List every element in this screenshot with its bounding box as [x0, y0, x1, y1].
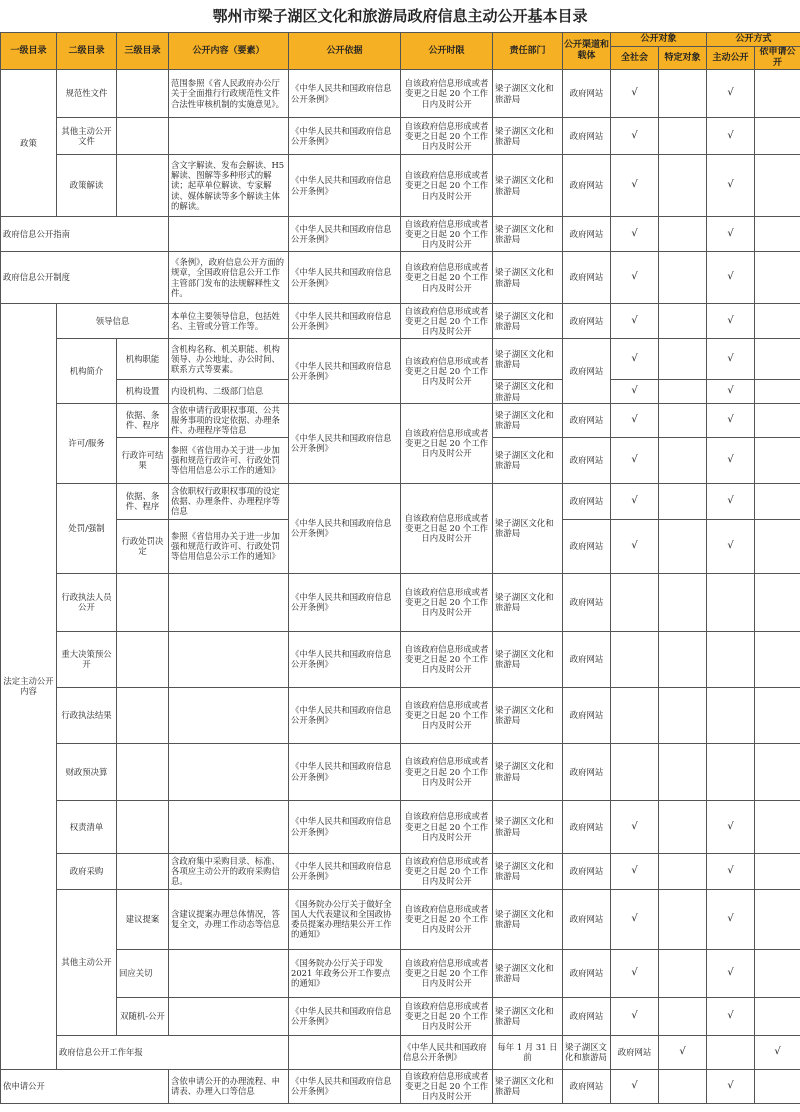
check-mark: √	[707, 1069, 755, 1103]
basis-cell: 《中华人民共和国政府信息公开条例》	[289, 304, 401, 339]
empty-cell	[755, 853, 800, 889]
l3-cell: 机构设置	[117, 380, 169, 404]
check-mark: √	[611, 155, 659, 217]
empty-cell	[659, 853, 707, 889]
channel-cell: 政府网站	[563, 70, 611, 118]
time-cell: 自该政府信息形成或者变更之日起 20 个工作日内及时公开	[401, 687, 493, 743]
table-row	[1, 800, 800, 853]
empty-cell	[755, 519, 800, 573]
dept-cell: 梁子湖区文化和旅游局	[493, 252, 563, 304]
l2-cell: 政策解读	[57, 155, 117, 217]
table-row	[1, 217, 800, 252]
table-row	[1, 889, 800, 949]
content-cell: 含依职权行政职权事项的设定依据、办理条件、办理程序等信息	[169, 483, 289, 519]
check-mark: √	[707, 404, 755, 438]
basis-cell: 《中华人民共和国政府信息公开条例》	[289, 404, 401, 484]
check-mark: √	[611, 380, 659, 404]
header-all: 全社会	[611, 47, 659, 70]
header-l3: 三级目录	[117, 33, 169, 70]
basis-cell: 《中华人民共和国政府信息公开条例》	[289, 853, 401, 889]
time-cell: 自该政府信息形成或者变更之日起 20 个工作日内及时公开	[401, 949, 493, 997]
time-cell: 自该政府信息形成或者变更之日起 20 个工作日内及时公开	[401, 573, 493, 631]
l3-cell	[117, 631, 169, 687]
check-mark: √	[611, 252, 659, 304]
l3-cell: 双随机-公开	[117, 997, 169, 1035]
table-row	[1, 1035, 800, 1069]
empty-cell	[707, 631, 755, 687]
check-mark: √	[707, 252, 755, 304]
empty-cell	[659, 519, 707, 573]
l2-cell: 行政执法结果	[57, 687, 117, 743]
l2-cell: 权责清单	[57, 800, 117, 853]
dept-cell: 梁子湖区文化和旅游局	[493, 437, 563, 483]
check-mark: √	[707, 155, 755, 217]
content-cell: 范围参照《省人民政府办公厅关于全面推行行政规范性文件合法性审核机制的实施意见》。	[169, 70, 289, 118]
table-row	[1, 155, 800, 217]
channel-cell: 政府网站	[563, 404, 611, 438]
content-cell: 《条例》，政府信息公开方面的规章，全国政府信息公开工作主管部门发布的法规解释性文件。	[169, 252, 289, 304]
content-cell: 本单位主要领导信息，包括姓名、主管或分管工作等。	[169, 304, 289, 339]
empty-cell	[659, 687, 707, 743]
empty-cell	[755, 304, 800, 339]
basis-cell: 《国务院办公厅关于印发 2021 年政务公开工作要点的通知》	[289, 949, 401, 997]
check-mark: √	[707, 70, 755, 118]
channel-cell: 政府网站	[563, 949, 611, 997]
empty-cell	[659, 800, 707, 853]
l3-cell: 依据、条件、程序	[117, 483, 169, 519]
check-mark: √	[707, 217, 755, 252]
l3-cell	[117, 118, 169, 155]
empty-cell	[659, 949, 707, 997]
basis-cell: 《中华人民共和国政府信息公开条例》	[289, 252, 401, 304]
empty-cell	[611, 687, 659, 743]
empty-cell	[755, 889, 800, 949]
basis-cell: 《中华人民共和国政府信息公开条例》	[289, 687, 401, 743]
empty-cell	[755, 404, 800, 438]
l3-cell	[117, 155, 169, 217]
check-mark: √	[611, 437, 659, 483]
l3-cell	[117, 573, 169, 631]
header-basis: 公开依据	[289, 33, 401, 70]
dept-cell: 梁子湖区文化和旅游局	[493, 217, 563, 252]
check-mark: √	[707, 800, 755, 853]
table-row	[1, 573, 800, 631]
channel-cell: 政府网站	[563, 339, 611, 404]
table-row	[1, 853, 800, 889]
catalog-table	[0, 32, 800, 1104]
content-cell	[169, 743, 289, 800]
empty-cell	[611, 631, 659, 687]
check-mark: √	[707, 304, 755, 339]
basis-cell: 《中华人民共和国政府信息公开条例》	[289, 800, 401, 853]
empty-cell	[659, 437, 707, 483]
empty-cell	[659, 889, 707, 949]
empty-cell	[755, 949, 800, 997]
empty-cell	[707, 743, 755, 800]
table-row	[1, 949, 800, 997]
content-cell: 含依申请行政职权事项、公共服务事项的设定依据、办理条件、办理程序等信息	[169, 404, 289, 438]
channel-cell: 政府网站	[611, 1035, 659, 1069]
channel-cell: 政府网站	[563, 304, 611, 339]
l3-cell: 建议提案	[117, 889, 169, 949]
content-cell	[169, 573, 289, 631]
l2-cell: 政府采购	[57, 853, 117, 889]
empty-cell	[755, 573, 800, 631]
check-mark: √	[611, 483, 659, 519]
content-cell	[169, 118, 289, 155]
table-row	[1, 118, 800, 155]
header-channel: 公开渠道和载体	[563, 33, 611, 70]
dept-cell: 梁子湖区文化和旅游局	[493, 155, 563, 217]
empty-cell	[755, 252, 800, 304]
empty-cell	[707, 573, 755, 631]
check-mark: √	[755, 1035, 800, 1069]
l3-cell: 机构职能	[117, 339, 169, 380]
l1-cell: 依申请公开	[1, 1069, 169, 1103]
basis-cell: 《中华人民共和国政府信息公开条例》	[289, 743, 401, 800]
check-mark: √	[707, 889, 755, 949]
dept-cell: 梁子湖区文化和旅游局	[493, 573, 563, 631]
check-mark: √	[707, 380, 755, 404]
table-row	[1, 70, 800, 118]
basis-cell: 《中华人民共和国政府信息公开条例》	[289, 1069, 401, 1103]
time-cell: 自该政府信息形成或者变更之日起 20 个工作日内及时公开	[401, 631, 493, 687]
time-cell: 自该政府信息形成或者变更之日起 20 个工作日内及时公开	[401, 118, 493, 155]
l2-cell: 许可/服务	[57, 404, 117, 484]
l3-cell: 依据、条件、程序	[117, 404, 169, 438]
table-row	[1, 631, 800, 687]
dept-cell: 梁子湖区文化和旅游局	[493, 687, 563, 743]
basis-cell: 《中华人民共和国政府信息公开条例》	[289, 118, 401, 155]
table-row	[1, 1069, 800, 1103]
time-cell: 自该政府信息形成或者变更之日起 20 个工作日内及时公开	[401, 997, 493, 1035]
check-mark: √	[707, 997, 755, 1035]
check-mark: √	[611, 889, 659, 949]
channel-cell: 政府网站	[563, 483, 611, 519]
l1-cell: 政府信息公开制度	[1, 252, 169, 304]
content-cell: 参照《省信用办关于进一步加强和规范行政许可、行政处罚等信用信息公示工作的通知》	[169, 437, 289, 483]
l3-cell	[117, 743, 169, 800]
l3-cell: 行政处罚决定	[117, 519, 169, 573]
l3-cell	[117, 70, 169, 118]
header-apply: 依申请公开	[755, 47, 800, 70]
basis-cell: 《中华人民共和国政府信息公开条例》	[289, 155, 401, 217]
time-cell: 自该政府信息形成或者变更之日起 20 个工作日内及时公开	[401, 217, 493, 252]
time-cell: 自该政府信息形成或者变更之日起 20 个工作日内及时公开	[401, 853, 493, 889]
check-mark: √	[707, 949, 755, 997]
basis-cell: 《中华人民共和国政府信息公开条例》	[289, 631, 401, 687]
channel-cell: 政府网站	[563, 800, 611, 853]
empty-cell	[659, 304, 707, 339]
header-specific: 特定对象	[659, 47, 707, 70]
dept-cell: 梁子湖区文化和旅游局	[493, 380, 563, 404]
empty-cell	[659, 1069, 707, 1103]
channel-cell: 政府网站	[563, 1069, 611, 1103]
l3-cell: 行政许可结果	[117, 437, 169, 483]
empty-cell	[659, 380, 707, 404]
dept-cell: 梁子湖区文化和旅游局	[563, 1035, 611, 1069]
content-cell: 含机构名称、机关职能、机构领导、办公地址、办公时间、联系方式等要素。	[169, 339, 289, 380]
time-cell: 自该政府信息形成或者变更之日起 20 个工作日内及时公开	[401, 155, 493, 217]
l3-cell	[117, 687, 169, 743]
content-cell: 含政府集中采购目录、标准、各项应主动公开的政府采购信息。	[169, 853, 289, 889]
header-target: 公开对象	[611, 33, 707, 47]
channel-cell: 政府网站	[563, 743, 611, 800]
empty-cell	[755, 118, 800, 155]
dept-cell: 梁子湖区文化和旅游局	[493, 743, 563, 800]
empty-cell	[755, 631, 800, 687]
l2-cell: 规范性文件	[57, 70, 117, 118]
empty-cell	[755, 380, 800, 404]
l3-cell	[117, 853, 169, 889]
time-cell: 自该政府信息形成或者变更之日起 20 个工作日内及时公开	[401, 483, 493, 573]
channel-cell: 政府网站	[563, 573, 611, 631]
header-time: 公开时限	[401, 33, 493, 70]
header-active: 主动公开	[707, 47, 755, 70]
empty-cell	[659, 404, 707, 438]
content-cell	[169, 631, 289, 687]
time-cell: 自该政府信息形成或者变更之日起 20 个工作日内及时公开	[401, 1069, 493, 1103]
l2-cell: 处罚/强制	[57, 483, 117, 573]
time-cell: 自该政府信息形成或者变更之日起 20 个工作日内及时公开	[401, 743, 493, 800]
content-cell	[169, 997, 289, 1035]
content-cell	[169, 217, 289, 252]
time-cell: 自该政府信息形成或者变更之日起 20 个工作日内及时公开	[401, 252, 493, 304]
l1-cell: 政府信息公开指南	[1, 217, 169, 252]
check-mark: √	[611, 70, 659, 118]
l2-cell: 其他主动公开	[57, 889, 117, 1035]
l2-cell: 重大决策预公开	[57, 631, 117, 687]
basis-cell: 《国务院办公厅关于做好全国人大代表建议和全国政协委员提案办理结果公开工作的通知》	[289, 889, 401, 949]
check-mark: √	[611, 1069, 659, 1103]
content-cell	[169, 687, 289, 743]
table-row	[1, 339, 800, 380]
dept-cell: 梁子湖区文化和旅游局	[493, 800, 563, 853]
check-mark: √	[611, 997, 659, 1035]
table-row	[1, 743, 800, 800]
time-cell: 自该政府信息形成或者变更之日起 20 个工作日内及时公开	[401, 800, 493, 853]
time-cell: 自该政府信息形成或者变更之日起 20 个工作日内及时公开	[401, 304, 493, 339]
empty-cell	[659, 217, 707, 252]
channel-cell: 政府网站	[563, 631, 611, 687]
dept-cell: 梁子湖区文化和旅游局	[493, 631, 563, 687]
table-row	[1, 997, 800, 1035]
empty-cell	[659, 70, 707, 118]
empty-cell	[659, 118, 707, 155]
l3-cell	[117, 800, 169, 853]
empty-cell	[659, 573, 707, 631]
dept-cell: 梁子湖区文化和旅游局	[493, 404, 563, 438]
check-mark: √	[707, 483, 755, 519]
empty-cell	[755, 339, 800, 380]
basis-cell: 《中华人民共和国政府信息公开条例》	[289, 573, 401, 631]
time-cell: 自该政府信息形成或者变更之日起 20 个工作日内及时公开	[401, 70, 493, 118]
basis-cell: 《中华人民共和国政府信息公开条例》	[289, 70, 401, 118]
basis-cell: 《中华人民共和国政府信息公开条例》	[289, 217, 401, 252]
check-mark: √	[707, 437, 755, 483]
content-cell	[289, 1035, 401, 1069]
l3-cell: 回应关切	[117, 949, 169, 997]
content-cell: 含建议提案办理总体情况，答复全文，办理工作动态等信息	[169, 889, 289, 949]
table-row	[1, 483, 800, 519]
empty-cell	[755, 1069, 800, 1103]
dept-cell: 梁子湖区文化和旅游局	[493, 949, 563, 997]
content-cell: 内设机构、二级部门信息	[169, 380, 289, 404]
check-mark: √	[611, 949, 659, 997]
empty-cell	[659, 155, 707, 217]
dept-cell: 梁子湖区文化和旅游局	[493, 997, 563, 1035]
basis-cell: 《中华人民共和国政府信息公开条例》	[289, 339, 401, 404]
channel-cell: 政府网站	[563, 853, 611, 889]
channel-cell: 政府网站	[563, 687, 611, 743]
check-mark: √	[611, 404, 659, 438]
dept-cell: 梁子湖区文化和旅游局	[493, 853, 563, 889]
dept-cell: 梁子湖区文化和旅游局	[493, 118, 563, 155]
empty-cell	[755, 997, 800, 1035]
check-mark: √	[611, 853, 659, 889]
channel-cell: 政府网站	[563, 437, 611, 483]
dept-cell: 梁子湖区文化和旅游局	[493, 1069, 563, 1103]
dept-cell: 梁子湖区文化和旅游局	[493, 70, 563, 118]
table-row	[1, 404, 800, 438]
l1-cell: 政策	[1, 70, 57, 217]
document-title: 鄂州市梁子湖区文化和旅游局政府信息主动公开基本目录	[212, 7, 588, 25]
content-cell: 含依申请公开的办理流程、申请表、办理入口等信息	[169, 1069, 289, 1103]
header-l1: 一级目录	[1, 33, 57, 70]
l2-cell: 行政执法人员公开	[57, 573, 117, 631]
empty-cell	[707, 1035, 755, 1069]
empty-cell	[755, 687, 800, 743]
empty-cell	[659, 339, 707, 380]
empty-cell	[659, 997, 707, 1035]
dept-cell: 梁子湖区文化和旅游局	[493, 483, 563, 573]
empty-cell	[659, 252, 707, 304]
content-cell	[169, 949, 289, 997]
empty-cell	[659, 483, 707, 519]
l1-cell: 政府信息公开工作年报	[57, 1035, 289, 1069]
content-cell: 含文字解读、发布会解读、H5 解读、图解等多种形式的解读；起草单位解读、专家解读、媒体解读等多个解读主体的解读。	[169, 155, 289, 217]
dept-cell: 梁子湖区文化和旅游局	[493, 889, 563, 949]
basis-cell: 《中华人民共和国政府信息公开条例》	[289, 483, 401, 573]
empty-cell	[755, 217, 800, 252]
empty-cell	[755, 437, 800, 483]
empty-cell	[755, 155, 800, 217]
header-content: 公开内容（要素）	[169, 33, 289, 70]
channel-cell: 政府网站	[563, 889, 611, 949]
check-mark: √	[707, 339, 755, 380]
channel-cell: 政府网站	[563, 519, 611, 573]
l2-cell: 领导信息	[57, 304, 169, 339]
check-mark: √	[611, 304, 659, 339]
check-mark: √	[611, 217, 659, 252]
header-l2: 二级目录	[57, 33, 117, 70]
channel-cell: 政府网站	[563, 252, 611, 304]
empty-cell	[659, 743, 707, 800]
check-mark: √	[611, 339, 659, 380]
check-mark: √	[611, 519, 659, 573]
l2-cell: 其他主动公开文件	[57, 118, 117, 155]
empty-cell	[755, 800, 800, 853]
dept-cell: 梁子湖区文化和旅游局	[493, 339, 563, 380]
check-mark: √	[659, 1035, 707, 1069]
check-mark: √	[611, 800, 659, 853]
header-dept: 责任部门	[493, 33, 563, 70]
empty-cell	[755, 483, 800, 519]
time-cell: 每年 1 月 31 日前	[493, 1035, 563, 1069]
content-cell: 参照《省信用办关于进一步加强和规范行政许可、行政处罚等信用信息公示工作的通知》	[169, 519, 289, 573]
channel-cell: 政府网站	[563, 118, 611, 155]
check-mark: √	[707, 118, 755, 155]
content-cell	[169, 800, 289, 853]
l2-cell: 财政预决算	[57, 743, 117, 800]
basis-cell: 《中华人民共和国政府信息公开条例》	[289, 997, 401, 1035]
empty-cell	[611, 743, 659, 800]
empty-cell	[755, 743, 800, 800]
empty-cell	[755, 70, 800, 118]
check-mark: √	[707, 853, 755, 889]
time-cell: 自该政府信息形成或者变更之日起 20 个工作日内及时公开	[401, 889, 493, 949]
channel-cell: 政府网站	[563, 217, 611, 252]
table-row	[1, 687, 800, 743]
l1-cell: 法定主动公开内容	[1, 304, 57, 1070]
check-mark: √	[611, 118, 659, 155]
check-mark: √	[707, 519, 755, 573]
channel-cell: 政府网站	[563, 155, 611, 217]
time-cell: 自该政府信息形成或者变更之日起 20 个工作日内及时公开	[401, 404, 493, 484]
empty-cell	[659, 631, 707, 687]
channel-cell: 政府网站	[563, 997, 611, 1035]
dept-cell: 梁子湖区文化和旅游局	[493, 304, 563, 339]
time-cell: 自该政府信息形成或者变更之日起 20 个工作日内及时公开	[401, 339, 493, 404]
header-method: 公开方式	[707, 33, 800, 47]
table-row	[1, 252, 800, 304]
l2-cell: 机构简介	[57, 339, 117, 404]
table-row	[1, 304, 800, 339]
empty-cell	[611, 573, 659, 631]
empty-cell	[707, 687, 755, 743]
basis-cell: 《中华人民共和国政府信息公开条例》	[401, 1035, 493, 1069]
